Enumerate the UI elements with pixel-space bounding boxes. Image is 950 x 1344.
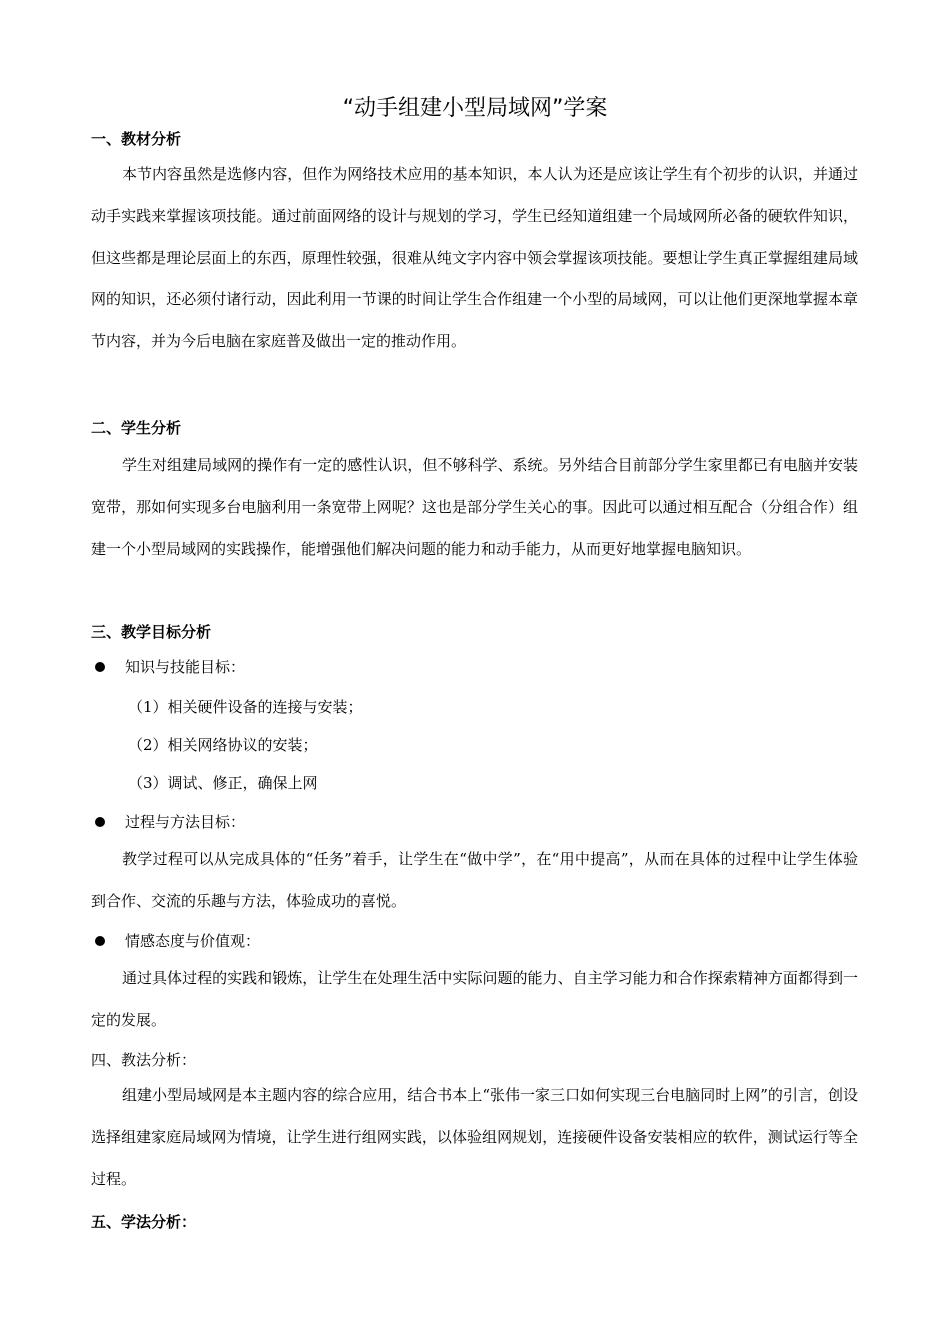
bullet-dot-icon bbox=[95, 817, 105, 827]
document-title: “动手组建小型局域网”学案 bbox=[342, 96, 608, 121]
section-heading-teaching-objectives: 三、教学目标分析 bbox=[91, 623, 212, 641]
section-heading-textbook-analysis: 一、教材分析 bbox=[91, 130, 182, 148]
bullet-dot-icon bbox=[95, 662, 105, 672]
paragraph-student-analysis: 学生对组建局域网的操作有一定的感性认识，但不够科学、系统。另外结合目前部分学生家里都已有电脑并安装宽带，那如何实现多台电脑利用一条宽带上网呢？这也是部分学生关心的事。因此可以通过相互配合（分组合作）组建一个小型局域网的实践操作，能增强他们解决问题的能力和动手能力，从而更好地掌握电脑知识。 bbox=[91, 456, 858, 558]
list-item: （2）相关网络协议的安装； bbox=[128, 736, 318, 754]
paragraph-teaching-methods: 组建小型局域网是本主题内容的综合应用，结合书本上“张伟一家三口如何实现三台电脑同时上网”的引言，创设选择组建家庭局域网为情境，让学生进行组网实践，以体验组网规划，连接硬件设备安装相应的软件，测试运行等全过程。 bbox=[91, 1086, 858, 1188]
bullet-label: 知识与技能目标： bbox=[125, 658, 246, 676]
bullet-label: 过程与方法目标： bbox=[125, 813, 246, 831]
section-heading-learning-methods: 五、学法分析： bbox=[91, 1213, 197, 1231]
section-heading-student-analysis: 二、学生分析 bbox=[91, 419, 182, 437]
list-item: （1）相关硬件设备的连接与安装； bbox=[128, 698, 363, 716]
paragraph-emotion-values: 通过具体过程的实践和锻炼，让学生在处理生活中实际问题的能力、自主学习能力和合作探索精神方面都得到一定的发展。 bbox=[91, 969, 858, 1029]
list-item: （3）调试、修正，确保上网 bbox=[128, 774, 318, 792]
paragraph-textbook-analysis: 本节内容虽然是选修内容，但作为网络技术应用的基本知识，本人认为还是应该让学生有个初步的认识，并通过动手实践来掌握该项技能。通过前面网络的设计与规划的学习，学生已经知道组建一个局域网所必备的硬软件知识，但这些都是理论层面上的东西，原理性较强，很难从纯文字内容中领会掌握该项技能。要想让学生真正掌握组建局域网的知识，还必须付诸行动，因此利用一节课的时间让学生合作组建一个小型的局域网，可以让他们更深地掌握本章节内容，并为今后电脑在家庭普及做出一定的推动作用。 bbox=[91, 165, 858, 351]
bullet-dot-icon bbox=[95, 936, 105, 946]
bullet-label: 情感态度与价值观： bbox=[125, 932, 261, 950]
section-heading-teaching-methods: 四、教法分析： bbox=[91, 1051, 197, 1069]
paragraph-process-method: 教学过程可以从完成具体的“任务”着手，让学生在“做中学”，在“用中提高”，从而在具体的过程中让学生体验到合作、交流的乐趣与方法，体验成功的喜悦。 bbox=[91, 850, 858, 910]
